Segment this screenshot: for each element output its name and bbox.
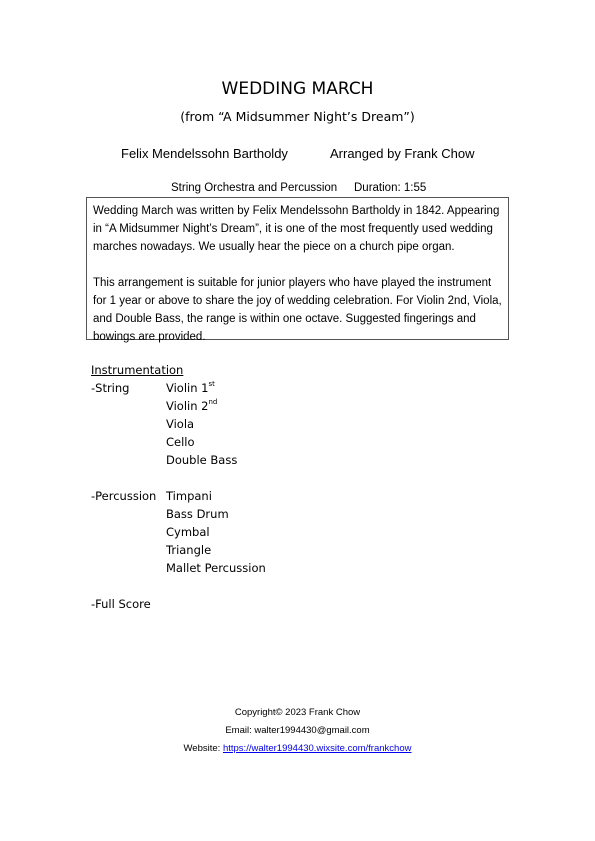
- instrumentation-heading: Instrumentation: [91, 363, 184, 377]
- ordinal-suffix: nd: [208, 398, 218, 406]
- instrument-name: Violin 1: [166, 381, 209, 395]
- website-label: Website:: [183, 743, 223, 754]
- instrument-double-bass: Double Bass: [166, 453, 238, 467]
- document-subtitle: (from “A Midsummer Night’s Dream”): [180, 109, 415, 124]
- document-title: WEDDING MARCH: [221, 79, 374, 99]
- percussion-section-label: -Percussion: [91, 489, 157, 503]
- instrument-triangle: Triangle: [166, 543, 212, 557]
- contact-email: Email: walter1994430@gmail.com: [225, 725, 370, 736]
- duration-info: Duration: 1:55: [354, 182, 427, 194]
- instrument-mallet-percussion: Mallet Percussion: [166, 561, 266, 575]
- instrument-cello: Cello: [166, 435, 195, 449]
- composer-name: Felix Mendelssohn Bartholdy: [121, 146, 288, 161]
- instrument-violin-2: [166, 399, 217, 413]
- ensemble-type: String Orchestra and Percussion: [171, 182, 338, 194]
- ordinal-suffix: st: [208, 380, 215, 388]
- instrument-name: Violin 2: [166, 399, 209, 413]
- instrument-cymbal: Cymbal: [166, 525, 210, 539]
- program-notes-paragraph-2: This arrangement is suitable for junior players who have played the instrument for 1 year or above to share the joy of wedding celebration. For Violin 2nd, Viola, and Double Bass, the range is within one octave. Suggested fingerings and bowings are provided.: [93, 277, 502, 343]
- arranger-credit: Arranged by Frank Chow: [330, 146, 475, 161]
- website-line: [0, 743, 595, 754]
- copyright-notice: Copyright© 2023 Frank Chow: [234, 707, 361, 718]
- website-link[interactable]: https://walter1994430.wixsite.com/frankchow: [222, 743, 412, 754]
- instrument-violin-1: [166, 381, 215, 395]
- program-notes-box: [86, 197, 509, 343]
- program-notes-paragraph-1: Wedding March was written by Felix Mendelssohn Bartholdy in 1842. Appearing in “A Midsummer Night’s Dream”, it is one of the most frequently used wedding marches nowadays. We usually hear the piece on a church pipe organ.: [93, 205, 500, 253]
- instrument-viola: Viola: [166, 417, 195, 431]
- full-score-label: -Full Score: [91, 597, 151, 611]
- instrument-bass-drum: Bass Drum: [166, 507, 229, 521]
- instrument-timpani: Timpani: [166, 489, 212, 503]
- string-section-label: -String: [91, 381, 130, 395]
